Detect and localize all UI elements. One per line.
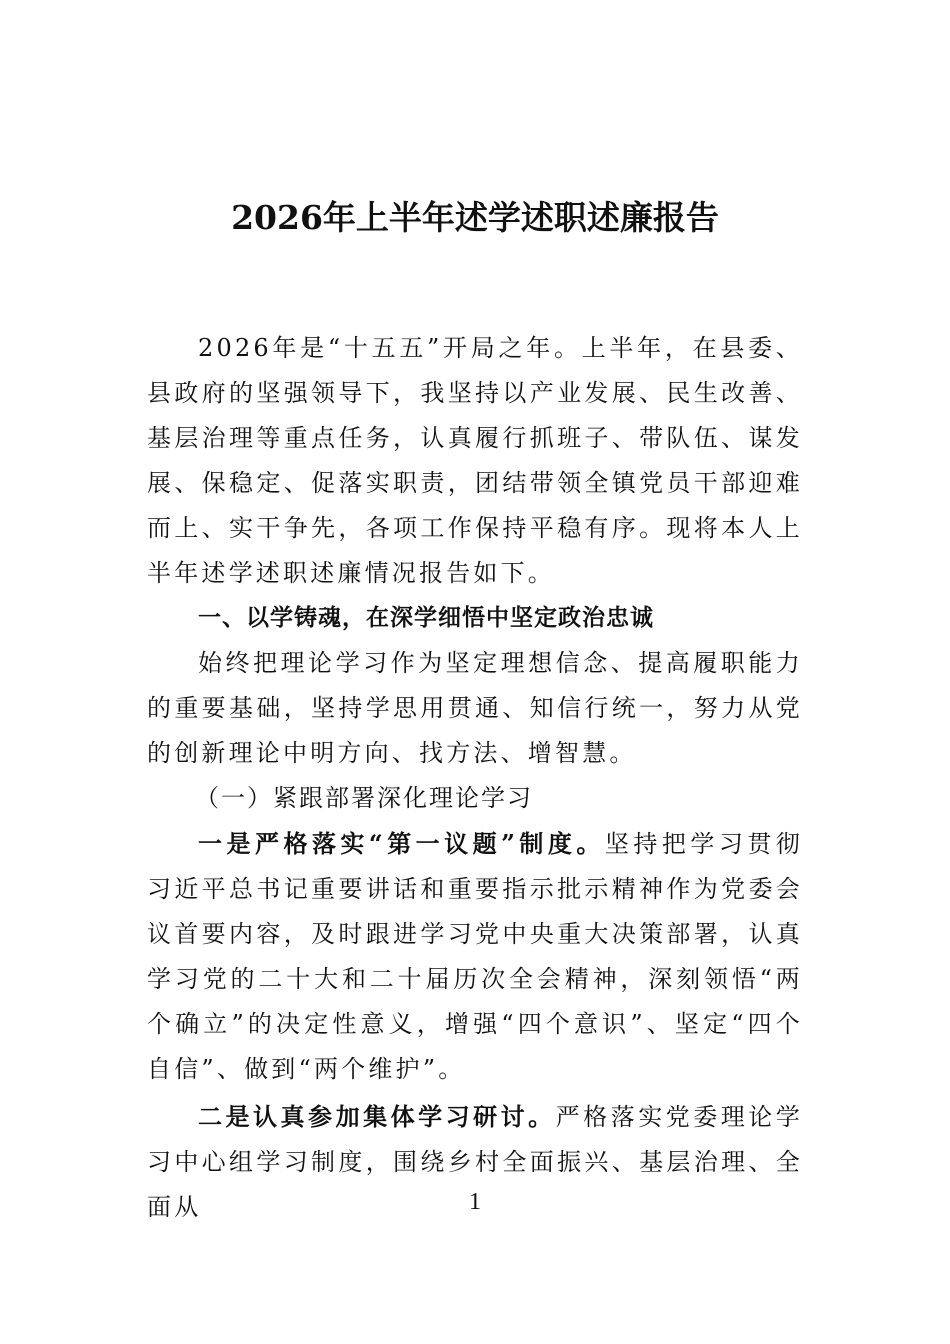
intro-paragraph: 2026年是“十五五”开局之年。上半年，在县委、县政府的坚强领导下，我坚持以产业发展、民生改善、基层治理等重点任务，认真履行抓班子、带队伍、谋发展、保稳定、促落实职责，团结带领全镇党员干部迎难而上、实干争先，各项工作保持平稳有序。现将本人上半年述学述职述廉情况报告如下。 bbox=[147, 334, 803, 587]
document-title: 2026年上半年述学述职述廉报告 bbox=[231, 198, 719, 237]
item-2-lead: 二是认真参加集体学习研讨。 bbox=[198, 1102, 556, 1131]
item-1-paragraph bbox=[147, 821, 803, 1092]
section-1-intro-paragraph: 始终把理论学习作为坚定理想信念、提高履职能力的重要基础，坚持学思用贯通、知信行统一，努力从党的创新理论中明方向、找方法、增智慧。 bbox=[147, 649, 803, 767]
item-2-text: 严格落实党委理论学习中心组学习制度，围绕乡村全面振兴、基层治理、全面从 bbox=[147, 1103, 803, 1221]
item-1-lead: 一是严格落实“第一议题”制度。 bbox=[198, 829, 605, 858]
page-number: 1 bbox=[469, 1189, 481, 1215]
subsection-heading-1: （一）紧跟部署深化理论学习 bbox=[195, 784, 533, 812]
section-heading-1: 一、以学铸魂，在深学细悟中坚定政治忠诚 bbox=[198, 605, 654, 631]
document-body bbox=[147, 326, 803, 1230]
item-1-text: 坚持把学习贯彻习近平总书记重要讲话和重要指示批示精神作为党委会议首要内容，及时跟进学习党中央重大决策部署，认真学习党的二十大和二十届历次全会精神，深刻领悟“两个确立”的决定性意义，增强“四个意识”、坚定“四个自信”、做到“两个维护”。 bbox=[147, 830, 804, 1083]
